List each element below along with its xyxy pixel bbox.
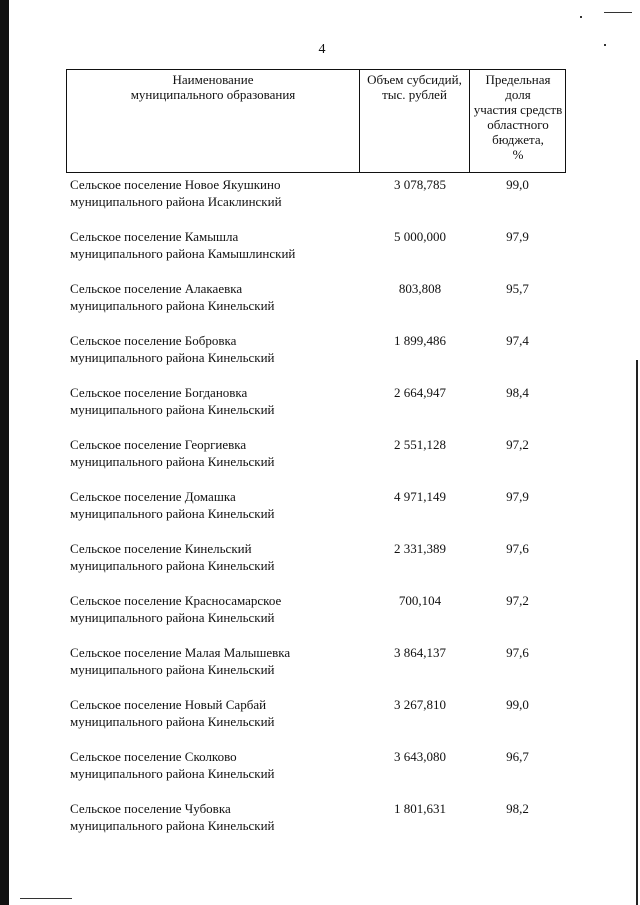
table-row	[70, 696, 570, 748]
budget-share: 98,4	[506, 385, 529, 400]
table-body	[70, 176, 570, 852]
municipality-name	[70, 592, 360, 626]
table-row	[70, 748, 570, 800]
budget-share: 97,2	[506, 437, 529, 452]
name-line: Сельское поселение Домашка	[70, 489, 236, 504]
name-line: муниципального района Кинельский	[70, 818, 275, 833]
footer-rule	[20, 898, 72, 899]
header-name-cell	[67, 70, 360, 172]
table-row	[70, 176, 570, 228]
name-line: Сельское поселение Красносамарское	[70, 593, 282, 608]
subsidy-amount: 2 551,128	[394, 437, 446, 452]
budget-share: 97,4	[506, 333, 529, 348]
subsidy-amount: 3 864,137	[394, 645, 446, 660]
subsidy-amount: 2 331,389	[394, 541, 446, 556]
header-text: тыс. рублей	[382, 87, 447, 102]
name-line: муниципального района Кинельский	[70, 662, 275, 677]
subsidy-amount: 803,808	[398, 281, 442, 296]
name-line: Сельское поселение Кинельский	[70, 541, 252, 556]
table-header	[66, 69, 566, 173]
scan-border-left	[0, 0, 9, 905]
budget-share: 97,6	[506, 541, 529, 556]
subsidy-amount: 1 801,631	[394, 801, 446, 816]
table-row	[70, 228, 570, 280]
budget-share: 96,7	[506, 749, 529, 764]
name-line: Сельское поселение Сколково	[70, 749, 237, 764]
header-text: доля	[505, 87, 531, 102]
table-row	[70, 384, 570, 436]
header-amount-cell	[360, 70, 470, 172]
scan-border-right	[636, 360, 638, 905]
header-text: Объем субсидий,	[367, 72, 462, 87]
municipality-name	[70, 280, 360, 314]
header-share-cell	[470, 70, 566, 172]
name-line: муниципального района Кинельский	[70, 402, 275, 417]
name-line: Сельское поселение Богдановка	[70, 385, 248, 400]
name-line: Сельское поселение Алакаевка	[70, 281, 243, 296]
budget-share: 95,7	[506, 281, 529, 296]
scan-speck	[604, 12, 632, 13]
budget-share: 99,0	[506, 177, 529, 192]
subsidy-amount: 4 971,149	[394, 489, 446, 504]
name-line: муниципального района Кинельский	[70, 350, 275, 365]
header-text: Наименование	[172, 72, 254, 87]
name-line: муниципального района Исаклинский	[70, 194, 282, 209]
budget-share: 97,9	[506, 489, 529, 504]
budget-share: 98,2	[506, 801, 529, 816]
municipality-name	[70, 436, 360, 470]
page-number: 4	[318, 42, 326, 57]
scan-speck	[604, 44, 606, 46]
municipality-name	[70, 748, 360, 782]
name-line: Сельское поселение Новый Сарбай	[70, 697, 267, 712]
table-row	[70, 540, 570, 592]
name-line: муниципального района Кинельский	[70, 298, 275, 313]
table-row	[70, 644, 570, 696]
budget-share: 97,2	[506, 593, 529, 608]
table-row	[70, 592, 570, 644]
name-line: муниципального района Кинельский	[70, 506, 275, 521]
header-text: областного	[487, 117, 549, 132]
name-line: муниципального района Кинельский	[70, 558, 275, 573]
name-line: Сельское поселение Новое Якушкино	[70, 177, 281, 192]
table-row	[70, 332, 570, 384]
subsidy-amount: 3 267,810	[394, 697, 446, 712]
scan-speck	[580, 16, 582, 18]
subsidy-amount: 700,104	[398, 593, 442, 608]
name-line: муниципального района Кинельский	[70, 766, 275, 781]
table-row	[70, 280, 570, 332]
municipality-name	[70, 228, 360, 262]
header-text: участия средств	[473, 102, 563, 117]
municipality-name	[70, 644, 360, 678]
name-line: Сельское поселение Камышла	[70, 229, 239, 244]
municipality-name	[70, 800, 360, 834]
table-row	[70, 800, 570, 852]
name-line: муниципального района Кинельский	[70, 714, 275, 729]
municipality-name	[70, 696, 360, 730]
municipality-name	[70, 540, 360, 574]
municipality-name	[70, 332, 360, 366]
name-line: муниципального района Кинельский	[70, 610, 275, 625]
subsidy-amount: 2 664,947	[394, 385, 446, 400]
name-line: Сельское поселение Чубовка	[70, 801, 231, 816]
municipality-name	[70, 384, 360, 418]
header-text: Предельная	[485, 72, 551, 87]
subsidy-amount: 3 643,080	[394, 749, 446, 764]
header-text: %	[512, 147, 524, 162]
name-line: Сельское поселение Бобровка	[70, 333, 237, 348]
municipality-name	[70, 488, 360, 522]
header-text: бюджета,	[492, 132, 544, 147]
subsidy-amount: 5 000,000	[394, 229, 446, 244]
table-row	[70, 488, 570, 540]
header-text: муниципального образования	[130, 87, 296, 102]
name-line: Сельское поселение Георгиевка	[70, 437, 247, 452]
subsidy-amount: 1 899,486	[394, 333, 446, 348]
budget-share: 99,0	[506, 697, 529, 712]
name-line: Сельское поселение Малая Малышевка	[70, 645, 291, 660]
budget-share: 97,6	[506, 645, 529, 660]
name-line: муниципального района Кинельский	[70, 454, 275, 469]
name-line: муниципального района Камышлинский	[70, 246, 296, 261]
municipality-name	[70, 176, 360, 210]
budget-share: 97,9	[506, 229, 529, 244]
table-row	[70, 436, 570, 488]
subsidy-amount: 3 078,785	[394, 177, 446, 192]
